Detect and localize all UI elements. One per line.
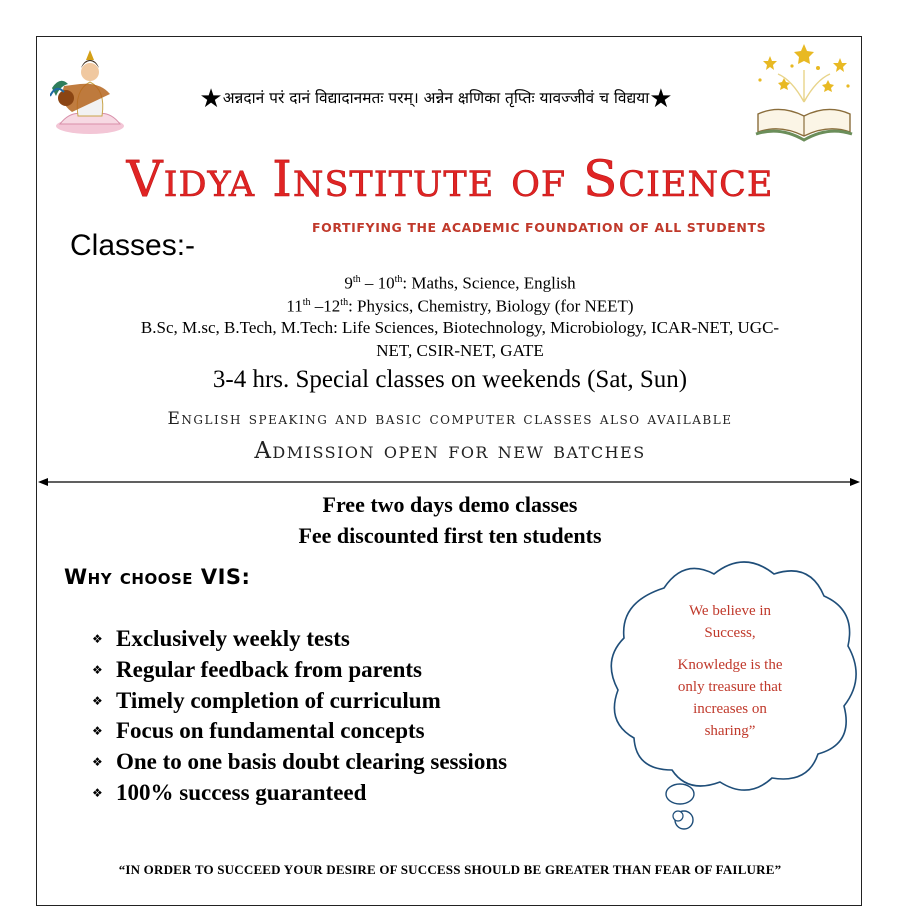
fee-discount: Fee discounted first ten students	[298, 523, 602, 548]
cloud-line: We believe in	[688, 603, 772, 619]
star-icon: ★	[199, 84, 223, 114]
saraswati-illustration	[50, 46, 130, 136]
star-icon: ★	[649, 84, 673, 114]
grade-from: 9	[344, 273, 353, 293]
ordinal-suffix: th	[394, 274, 403, 285]
dash: –	[310, 296, 324, 316]
footer-quote: “IN ORDER TO SUCCEED YOUR DESIRE OF SUCCESS SHOULD BE GREATER THAN FEAR OF FAILURE”	[118, 862, 782, 877]
list-item	[92, 716, 507, 747]
subjects: : Physics, Chemistry, Biology (for NEET)	[348, 296, 634, 316]
cloud-line: Success,	[704, 625, 756, 641]
classes-heading: Classes:-	[70, 229, 196, 262]
sanskrit-shloka-line	[130, 84, 742, 114]
cloud-line: increases on	[693, 701, 767, 717]
open-book-illustration	[748, 40, 860, 146]
sanskrit-shloka: अन्नदानं परं दानं विद्यादानमतः परम्। अन्नेन क्षणिका तृप्तिः यावज्जीवं च विद्यया	[222, 89, 650, 107]
list-item	[92, 655, 507, 686]
diamond-bullet-icon: ❖	[92, 632, 103, 646]
institute-title: Vidya Institute of Science	[126, 150, 774, 208]
list-item	[92, 747, 507, 778]
subjects: : Maths, Science, English	[402, 273, 576, 293]
feature-text: Regular feedback from parents	[116, 656, 423, 682]
classes-line-11-12	[60, 292, 860, 318]
cloud-line: only treasure that	[677, 679, 783, 695]
diamond-bullet-icon: ❖	[92, 755, 103, 770]
diamond-bullet-icon: ❖	[92, 724, 103, 739]
why-choose-heading: Why choose VIS:	[64, 565, 251, 589]
list-item	[92, 778, 507, 809]
ordinal-suffix: th	[302, 297, 311, 308]
diamond-bullet-icon: ❖	[92, 785, 103, 800]
feature-text: One to one basis doubt clearing sessions	[116, 749, 508, 775]
diamond-bullet-icon: ❖	[92, 662, 103, 677]
classes-line-degree-cont: NET, CSIR-NET, GATE	[376, 341, 544, 360]
cloud-line: Knowledge is the	[677, 657, 783, 673]
feature-text: Focus on fundamental concepts	[116, 718, 425, 744]
features-list	[92, 624, 507, 809]
feature-text: 100% success guaranteed	[116, 779, 367, 805]
list-item	[92, 624, 507, 655]
dash: –	[360, 273, 378, 293]
grade-to: 12	[323, 296, 341, 316]
double-arrow-divider	[38, 474, 860, 490]
grade-to: 10	[377, 273, 395, 293]
cloud-line: sharing”	[704, 723, 756, 739]
admission-open: Admission open for new batches	[254, 438, 646, 464]
classes-line-degree: B.Sc, M.sc, B.Tech, M.Tech: Life Sciences, Biotechnology, Microbiology, ICAR-NET, UGC-	[140, 318, 780, 337]
feature-text: Exclusively weekly tests	[116, 626, 350, 651]
diamond-bullet-icon: ❖	[92, 693, 103, 708]
free-demo-classes: Free two days demo classes	[322, 492, 578, 517]
classes-line-9-10	[60, 269, 860, 295]
english-computer-classes: English speaking and basic computer classes also available	[167, 409, 733, 429]
feature-text: Timely completion of curriculum	[116, 687, 441, 713]
ordinal-suffix: th	[340, 297, 349, 308]
list-item	[92, 686, 507, 717]
cloud-quote	[640, 600, 820, 742]
ordinal-suffix: th	[352, 274, 361, 285]
tagline: FORTIFYING THE ACADEMIC FOUNDATION OF ALL STUDENTS	[312, 220, 767, 235]
weekend-special-classes: 3-4 hrs. Special classes on weekends (Sat, Sun)	[212, 366, 688, 393]
grade-from: 11	[286, 296, 303, 316]
